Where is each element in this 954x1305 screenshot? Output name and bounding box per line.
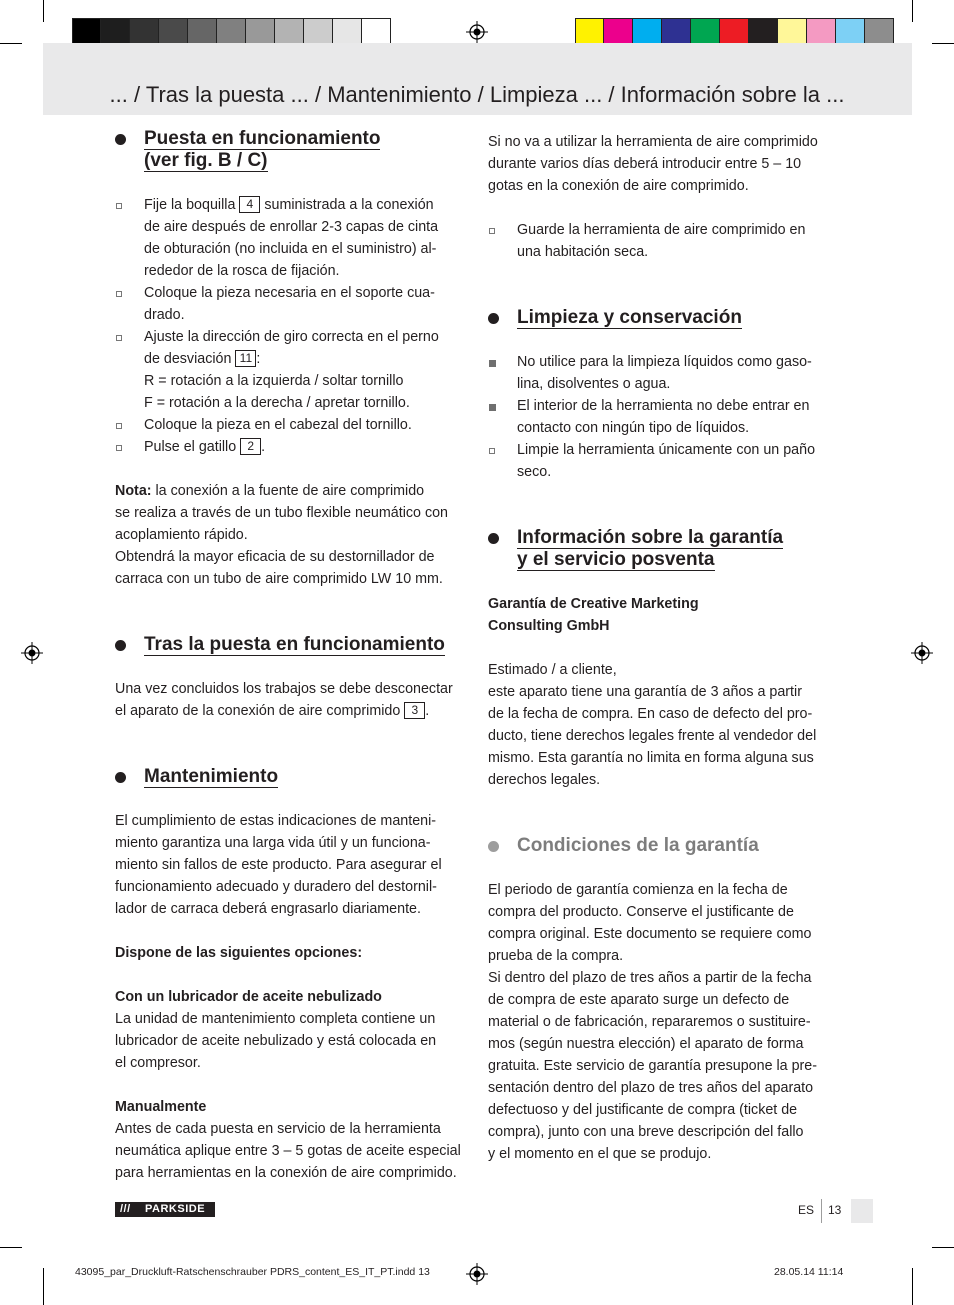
section-heading-mantenimiento: Mantenimiento bbox=[115, 766, 467, 788]
note-paragraph: Nota: la conexión a la fuente de aire comprimido se realiza a través de un tubo flexible neumático con acoplamiento rápido. Obtendrá la mayor eficacia de su destornillador de carraca con un tubo de aire comprimido LW 10 mm. bbox=[115, 483, 448, 587]
checkbox-bullet-icon bbox=[116, 335, 122, 341]
list-item: Ajuste la dirección de giro correcta en el perno de desviación 11 : R = rotación a la izquierda / soltar tornillo F = rotación a la derecha / apretar tornillo. bbox=[115, 326, 467, 414]
square-bullet-icon bbox=[489, 360, 496, 367]
registration-mark-icon bbox=[911, 642, 933, 664]
language-code: ES bbox=[798, 1203, 815, 1217]
crop-mark bbox=[0, 1247, 22, 1248]
figure-ref-number: 3 bbox=[404, 702, 425, 719]
registration-mark-icon bbox=[466, 21, 488, 43]
subheading: Con un lubricador de aceite nebulizado bbox=[115, 989, 382, 1005]
list-item: El interior de la herramienta no debe entrar en contacto con ningún tipo de líquidos. bbox=[488, 395, 840, 439]
checkbox-bullet-icon bbox=[116, 203, 122, 209]
section-heading-limpieza: Limpieza y conservación bbox=[488, 307, 840, 329]
slug-filename: 43095_par_Druckluft-Ratschenschrauber PDRS_content_ES_IT_PT.indd 13 bbox=[75, 1266, 430, 1278]
crop-mark bbox=[0, 43, 22, 44]
checkbox-bullet-icon bbox=[489, 448, 495, 454]
checkbox-bullet-icon bbox=[116, 445, 122, 451]
registration-mark-icon bbox=[466, 1263, 488, 1285]
list-item: Pulse el gatillo 2 . bbox=[115, 436, 467, 458]
figure-ref-number: 2 bbox=[240, 438, 261, 455]
crop-mark bbox=[932, 43, 954, 44]
square-bullet-icon bbox=[489, 404, 496, 411]
section-heading-puesta: Puesta en funcionamiento (ver fig. B / C) bbox=[115, 128, 467, 172]
list-item: Limpie la herramienta únicamente con un paño seco. bbox=[488, 439, 840, 483]
bullet-icon bbox=[488, 841, 499, 852]
section-heading-condiciones: Condiciones de la garantía bbox=[488, 835, 840, 857]
page-number: 13 bbox=[828, 1203, 842, 1217]
list-item: Coloque la pieza necesaria en el soporte cua- drado. bbox=[115, 282, 467, 326]
subheading: Dispone de las siguientes opciones: bbox=[115, 945, 363, 961]
paragraph: La unidad de mantenimiento completa contiene un lubricador de aceite nebulizado y está colocada en el compresor. bbox=[115, 1011, 437, 1071]
registration-mark-icon bbox=[21, 642, 43, 664]
list-item: Coloque la pieza en el cabezal del tornillo. bbox=[115, 414, 467, 436]
parkside-logo: /// PARKSIDE bbox=[115, 1202, 215, 1217]
subheading: Garantía de Creative Marketing Consulting GmbH bbox=[488, 596, 699, 634]
list-item: Fije la boquilla 4 suministrada a la conexión de aire después de enrollar 2-3 capas de cinta de obturación (no incluida en el suministro) al- rededor de la rosca de fijación. bbox=[115, 194, 467, 282]
list-item: Guarde la herramienta de aire comprimido en una habitación seca. bbox=[488, 219, 840, 263]
section-heading-tras: Tras la puesta en funcionamiento bbox=[115, 634, 467, 656]
page-title: ... / Tras la puesta ... / Mantenimiento / Limpieza ... / Información sobre la ... bbox=[109, 82, 845, 107]
paragraph: El periodo de garantía comienza en la fecha de compra del producto. Conserve el justificante de compra original. Este documento se requiere como prueba de la compra. Si dentro del plazo de tres años a partir de la fecha de compra de este aparato surge un defecto de material o de fabricación, repararemos o sustituire- mos (según nuestra elección) el aparato de forma gratuita. Este servicio de garantía presupone la pre- sentación dentro del plazo de tres años del aparato defectuoso y del justificante de compra (ticket de compra), junto con una breve descripción del fallo y el momento en el que se produjo. bbox=[488, 882, 818, 1162]
paragraph: El cumplimiento de estas indicaciones de manteni- miento garantiza una larga vida útil y un funciona- miento sin fallos de este producto. Para asegurar el funcionamiento adecuado y duradero del destornil- lador de carraca deberá engrasarlo diariamente. bbox=[115, 813, 442, 917]
crop-mark bbox=[43, 1268, 44, 1305]
bullet-icon bbox=[488, 533, 499, 544]
crop-mark bbox=[912, 1268, 913, 1305]
figure-ref-number: 4 bbox=[239, 196, 260, 213]
right-column bbox=[488, 131, 840, 1165]
left-column bbox=[115, 128, 467, 1184]
paragraph: Antes de cada puesta en servicio de la herramienta neumática aplique entre 3 – 5 gotas de aceite especial para herramientas en la conexión de aire comprimido. bbox=[115, 1121, 461, 1181]
bullet-icon bbox=[488, 313, 499, 324]
bullet-icon bbox=[115, 772, 126, 783]
checkbox-bullet-icon bbox=[116, 423, 122, 429]
bullet-icon bbox=[115, 134, 126, 145]
paragraph: Si no va a utilizar la herramienta de aire comprimido durante varios días deberá introducir entre 5 – 10 gotas en la conexión de aire comprimido. bbox=[488, 134, 818, 194]
divider bbox=[821, 1199, 822, 1223]
checkbox-bullet-icon bbox=[489, 228, 495, 234]
figure-ref-number: 11 bbox=[235, 350, 256, 367]
bullet-icon bbox=[115, 640, 126, 651]
paragraph: Una vez concluidos los trabajos se debe desconectar el aparato de la conexión de aire comprimido 3 . bbox=[115, 681, 453, 719]
paragraph: Estimado / a cliente, este aparato tiene una garantía de 3 años a partir de la fecha de compra. En caso de defecto del pro- ducto, tiene derechos legales frente al vendedor del mismo. Esta garantía no limita en forma alguna sus derechos legales. bbox=[488, 662, 817, 788]
list-item: No utilice para la limpieza líquidos como gaso- lina, disolventes o agua. bbox=[488, 351, 840, 395]
slug-date: 28.05.14 11:14 bbox=[774, 1266, 844, 1278]
crop-mark bbox=[932, 1247, 954, 1248]
page-tab bbox=[851, 1199, 873, 1223]
section-heading-garantia: Información sobre la garantía y el servicio posventa bbox=[488, 527, 840, 571]
subheading: Manualmente bbox=[115, 1099, 207, 1115]
crop-mark bbox=[912, 0, 913, 22]
checkbox-bullet-icon bbox=[116, 291, 122, 297]
crop-mark bbox=[43, 0, 44, 22]
